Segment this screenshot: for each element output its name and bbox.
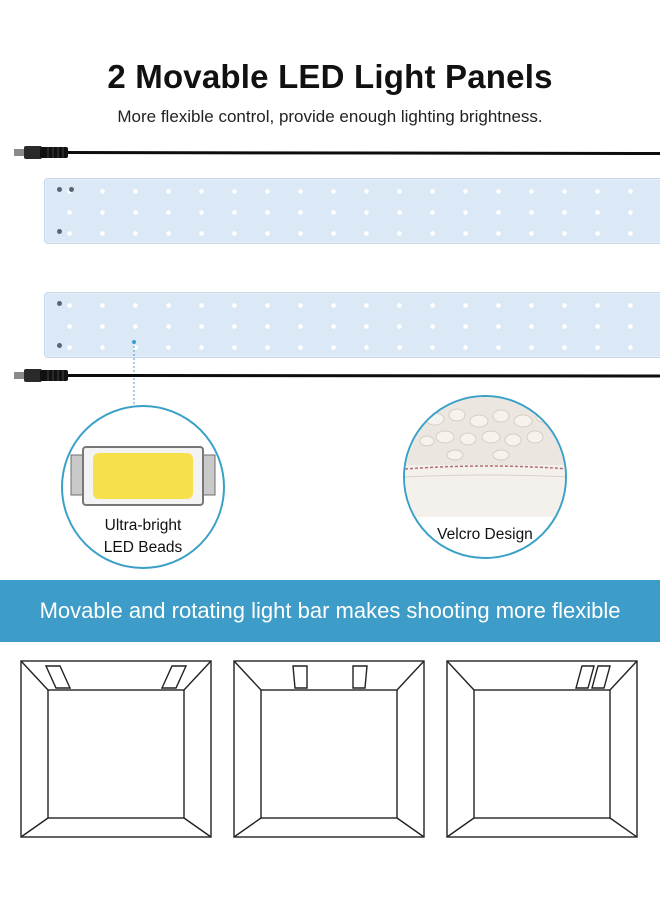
mount-hole bbox=[69, 187, 74, 192]
velcro-callout bbox=[403, 395, 567, 559]
mount-hole bbox=[57, 229, 62, 234]
box-diagram-centered bbox=[233, 660, 425, 838]
dc-cable-top bbox=[0, 143, 660, 163]
led-beads-label-1: Ultra-bright bbox=[104, 517, 182, 534]
feature-banner: Movable and rotating light bar makes shooting more flexible bbox=[0, 580, 660, 642]
mount-hole bbox=[57, 301, 62, 306]
led-beads-label-2: LED Beads bbox=[103, 539, 183, 556]
page-title: 2 Movable LED Light Panels bbox=[107, 58, 553, 95]
box-diagram-right bbox=[446, 660, 638, 838]
page-subtitle: More flexible control, provide enough lighting brightness. bbox=[117, 107, 543, 126]
led-panel-top bbox=[44, 178, 660, 244]
velcro-icon bbox=[405, 397, 567, 517]
box-diagram-corners bbox=[20, 660, 212, 838]
led-beads-callout bbox=[61, 405, 225, 569]
mount-hole bbox=[57, 343, 62, 348]
led-bead-icon bbox=[69, 445, 217, 507]
velcro-label: Velcro Design bbox=[437, 526, 533, 543]
mount-hole bbox=[57, 187, 62, 192]
dc-cable-bottom bbox=[0, 366, 660, 386]
